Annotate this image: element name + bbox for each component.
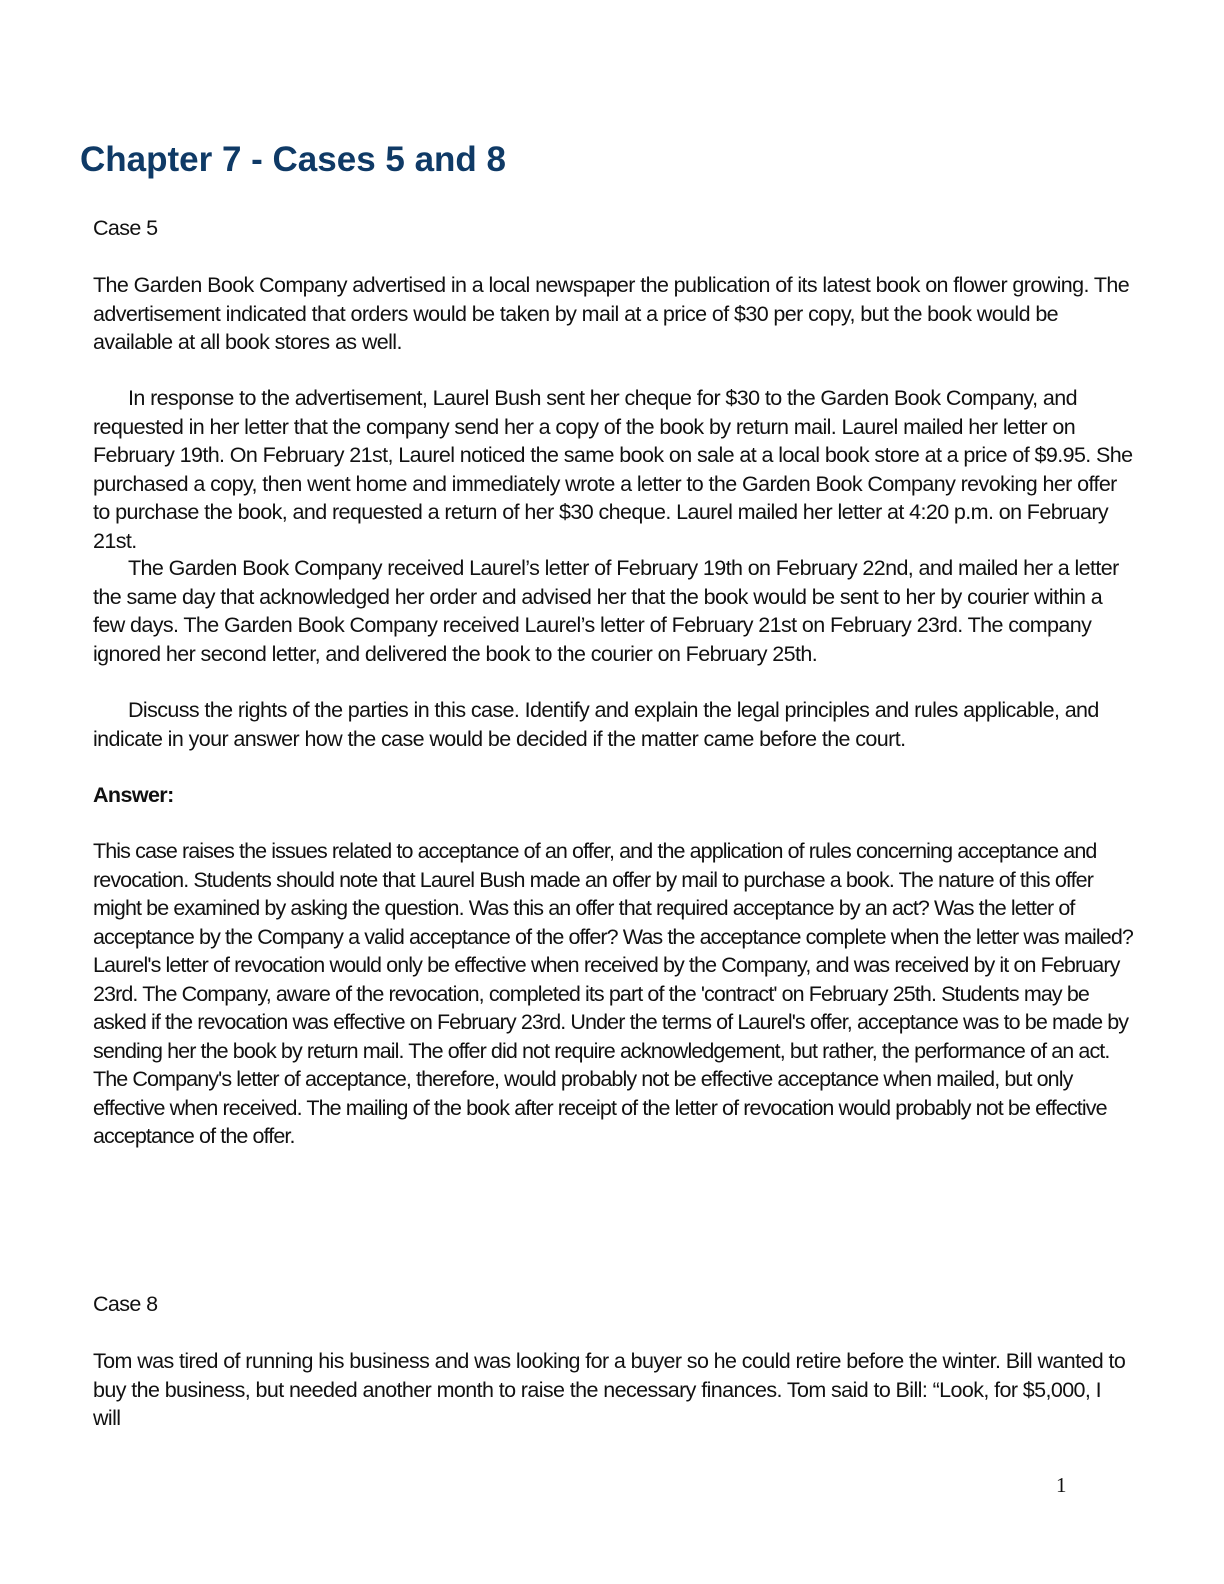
- case-5-paragraph-3: The Garden Book Company received Laurel’s letter of February 19th on February 22nd, and mailed her a letter the same day that acknowledged her order and advised her that the book would be sent to her by courier within a few days. The Garden Book Company received Laurel’s letter of February 21st on February 23rd. The company ignored her second letter, and delivered the book to the courier on February 25th.: [93, 556, 1119, 666]
- case-5-paragraph-1: The Garden Book Company advertised in a local newspaper the publication of its latest book on flower growing. The advertisement indicated that orders would be taken by mail at a price of $30 per copy, but the book would be available at all book stores as well.: [93, 273, 1130, 354]
- answer-label: Answer:: [93, 783, 174, 807]
- answer-text: This case raises the issues related to acceptance of an offer, and the application of rules concerning acceptance and revocation. Students should note that Laurel Bush made an offer by mail to purchase a book. The nature of this offer might be examined by asking the question. Was this an offer that required acceptance by an act? Was the letter of acceptance by the Company a valid acceptance of the offer? Was the acceptance complete when the letter was mailed? Laurel's letter of revocation would only be effective when received by the Company, and was received by it on February 23rd. The Company, aware of the revocation, completed its part of the 'contract' on February 25th. Students may be asked if the revocation was effective on February 23rd. Under the terms of Laurel's offer, acceptance was to be made by sending her the book by return mail. The offer did not require acknowledgement, but rather, the performance of an act. The Company's letter of acceptance, therefore, would probably not be effective acceptance when mailed, but only effective when received. The mailing of the book after receipt of the letter of revocation would probably not be effective acceptance of the offer.: [93, 839, 1133, 1148]
- case-8-heading: Case 8: [93, 1292, 158, 1316]
- case-5-paragraph-2: In response to the advertisement, Laurel Bush sent her cheque for $30 to the Garden Book Company, and requested in her letter that the company send her a copy of the book by return mail. Laurel mailed her letter on February 19th. On February 21st, Laurel noticed the same book on sale at a local book store at a price of $9.95. She purchased a copy, then went home and immediately wrote a letter to the Garden Book Company revoking her offer to purchase the book, and requested a return of her $30 cheque. Laurel mailed her letter at 4:20 p.m. on February 21st.: [93, 386, 1133, 553]
- case-5-paragraph-4: Discuss the rights of the parties in this case. Identify and explain the legal principles and rules applicable, and indicate in your answer how the case would be decided if the matter came before the court.: [93, 698, 1099, 751]
- case-5-heading: Case 5: [93, 216, 158, 240]
- page-number: 1: [1056, 1473, 1067, 1497]
- page-title: Chapter 7 - Cases 5 and 8: [80, 140, 506, 179]
- case-8-paragraph: Tom was tired of running his business and was looking for a buyer so he could retire before the winter. Bill wanted to buy the business, but needed another month to raise the necessary finances. Tom said to Bill: “Look, for $5,000, I will: [93, 1349, 1126, 1430]
